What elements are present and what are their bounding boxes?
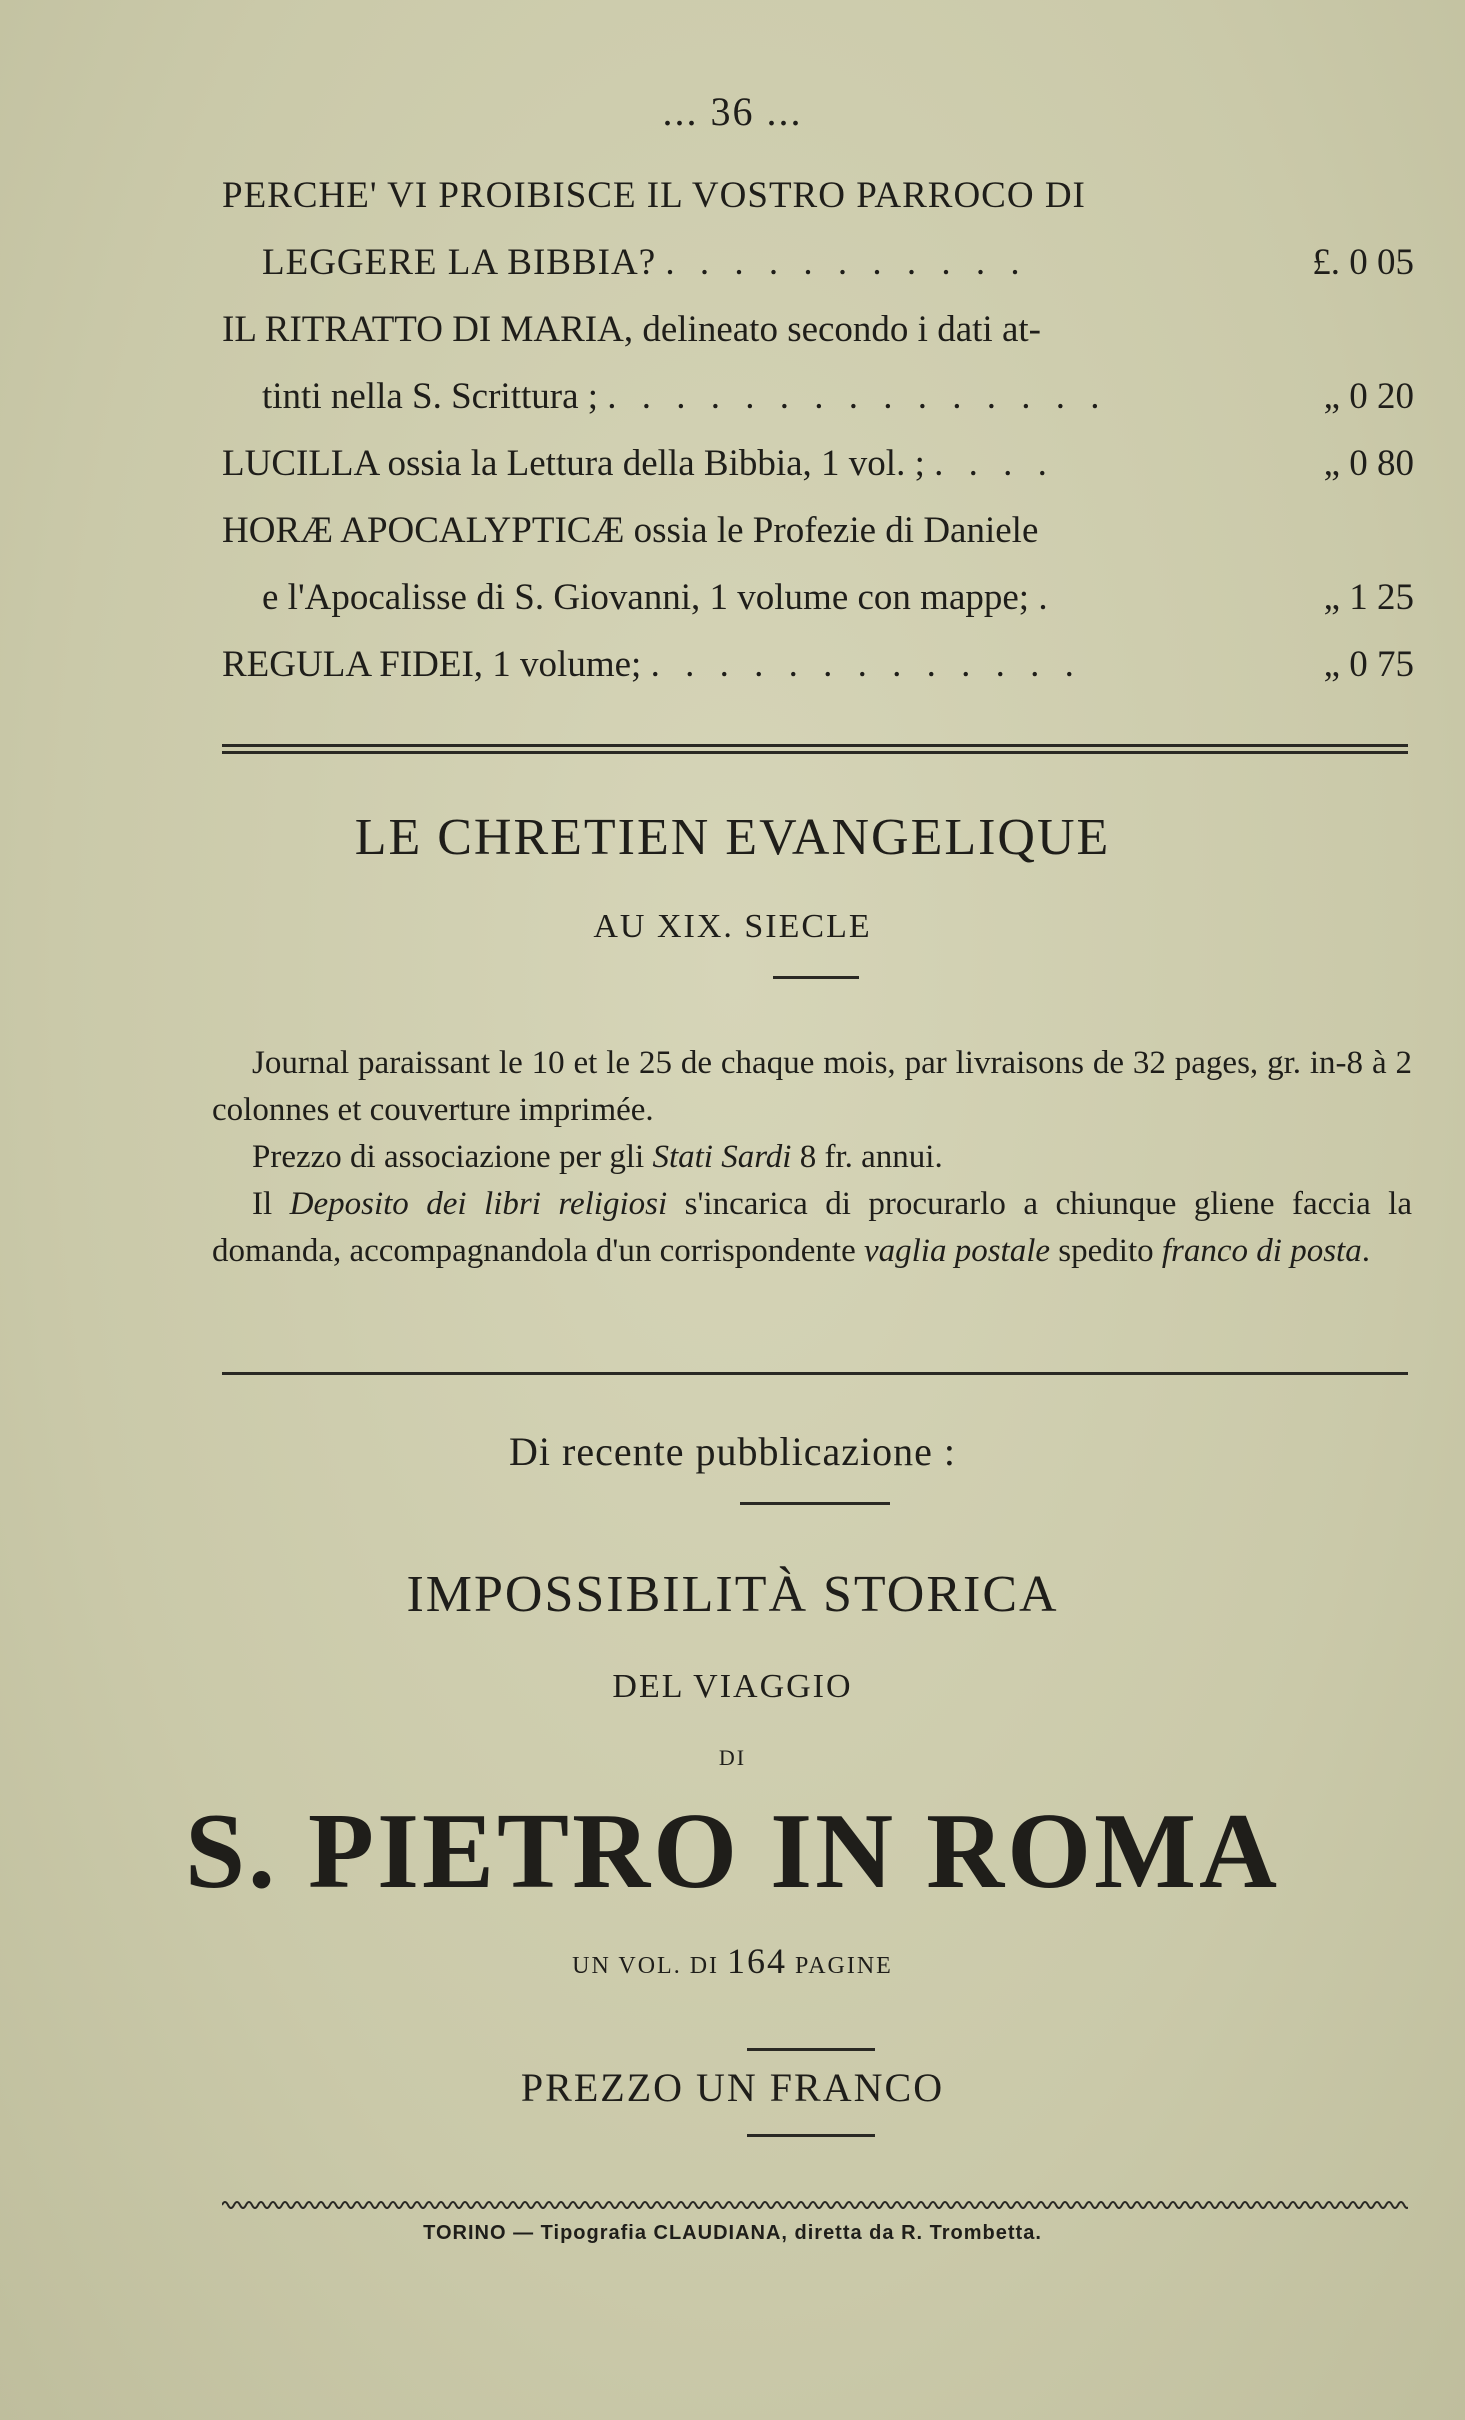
catalog-line bbox=[222, 430, 1414, 497]
printer-imprint: TORINO — Tipografia CLAUDIANA, diretta da R. Trombetta. bbox=[423, 2222, 1042, 2244]
catalog-price: £. 0 05 bbox=[1312, 242, 1414, 283]
short-divider bbox=[747, 2048, 875, 2051]
leader-dots: . . . . . . . . . . . . . bbox=[650, 644, 1082, 685]
book-title-line1: IMPOSSIBILITÀ STORICA bbox=[406, 1566, 1059, 1623]
catalog-text: IL RITRATTO DI MARIA, delineato secondo i dati at- bbox=[222, 309, 1041, 350]
journal-subtitle: AU XIX. SIECLE bbox=[593, 908, 872, 945]
journal-title: LE CHRETIEN EVANGELIQUE bbox=[354, 809, 1111, 866]
short-divider bbox=[747, 2134, 875, 2137]
catalog-line bbox=[222, 564, 1414, 631]
journal-description bbox=[212, 1040, 1412, 1275]
catalog-text: e l'Apocalisse di S. Giovanni, 1 volume con mappe; bbox=[262, 577, 1030, 618]
book-price: PREZZO UN FRANCO bbox=[520, 2065, 945, 2110]
book-main-title: S. PIETRO IN ROMA bbox=[184, 1792, 1281, 1911]
book-title-line3: DI bbox=[718, 1745, 747, 1770]
catalog-line bbox=[222, 296, 1414, 363]
catalog-text: LEGGERE LA BIBBIA? bbox=[262, 242, 657, 283]
catalog-price: „ 1 25 bbox=[1323, 577, 1414, 618]
catalog-price: „ 0 75 bbox=[1323, 644, 1414, 685]
journal-paragraph: Prezzo di associazione per gli Stati Sardi 8 fr. annui. bbox=[252, 1139, 943, 1175]
short-divider bbox=[773, 976, 859, 979]
double-divider bbox=[222, 744, 1408, 754]
book-volume-info: UN VOL. DI 164 PAGINE bbox=[572, 1941, 893, 1981]
leader-dots: . . . . . . . . . . . bbox=[665, 242, 1028, 283]
journal-paragraph: Journal paraissant le 10 et le 25 de chaque mois, par livraisons de 32 pages, gr. in-8 à 2 colonnes et couverture imprimée. bbox=[212, 1045, 1412, 1128]
divider bbox=[222, 1372, 1408, 1375]
book-title-line2: DEL VIAGGIO bbox=[612, 1668, 853, 1705]
catalog-price: „ 0 20 bbox=[1323, 376, 1414, 417]
catalog-line bbox=[222, 363, 1414, 430]
catalog-text: tinti nella S. Scrittura ; bbox=[262, 376, 599, 417]
catalog-line bbox=[222, 162, 1414, 229]
page-number: ... 36 ... bbox=[662, 89, 803, 134]
catalog-text: LUCILLA ossia la Lettura della Bibbia, 1 vol. ; bbox=[222, 443, 925, 484]
catalog-text: PERCHE' VI PROIBISCE IL VOSTRO PARROCO DI bbox=[222, 175, 1086, 216]
short-divider bbox=[740, 1502, 890, 1505]
leader-dots: . bbox=[1038, 577, 1056, 618]
catalog-text: REGULA FIDEI, 1 volume; bbox=[222, 644, 642, 685]
leader-dots: . . . . . . . . . . . . . . . bbox=[607, 376, 1108, 417]
catalog-list bbox=[222, 162, 1414, 698]
catalog-line bbox=[222, 631, 1414, 698]
wavy-ornament-rule bbox=[222, 2198, 1408, 2212]
leader-dots: . . . . bbox=[934, 443, 1055, 484]
catalog-line bbox=[222, 229, 1414, 296]
catalog-price: „ 0 80 bbox=[1323, 443, 1414, 484]
catalog-line bbox=[222, 497, 1414, 564]
recent-publication-heading: Di recente pubblicazione : bbox=[509, 1429, 956, 1474]
journal-paragraph: Il Deposito dei libri religiosi s'incarica di procurarlo a chiunque gliene faccia la domanda, accompagnandola d'un corrispondente vaglia postale spedito franco di posta. bbox=[212, 1186, 1412, 1269]
catalog-text: HORÆ APOCALYPTICÆ ossia le Profezie di Daniele bbox=[222, 510, 1039, 551]
